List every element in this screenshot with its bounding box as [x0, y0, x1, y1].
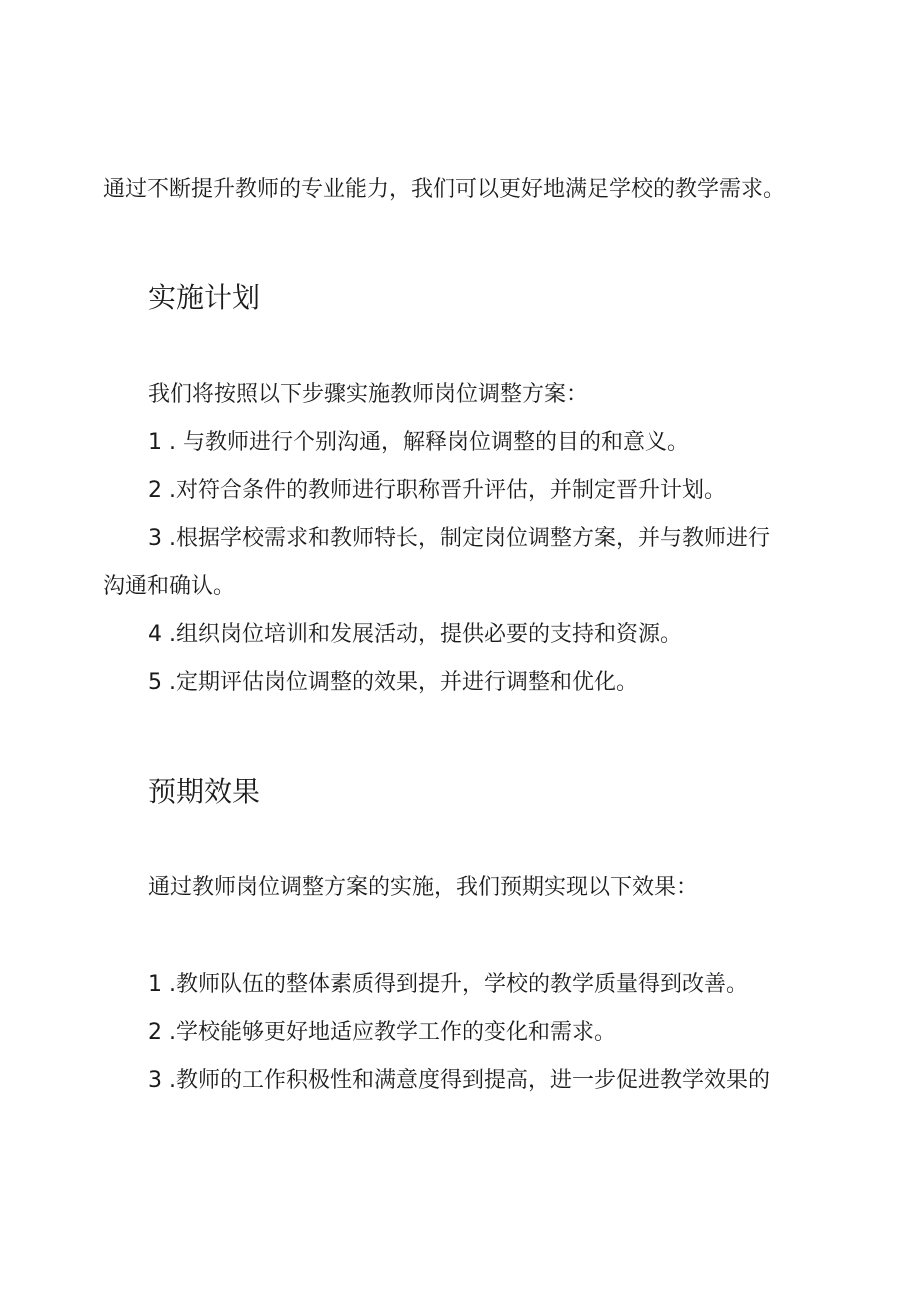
outcomes-lead: 通过教师岗位调整方案的实施，我们预期实现以下效果：: [148, 875, 699, 900]
implementation-heading: 实施计划: [148, 281, 261, 314]
implementation-lead: 我们将按照以下步骤实施教师岗位调整方案：: [148, 382, 589, 407]
implementation-step-5: 5 .定期评估岗位调整的效果，并进行调整和优化。: [148, 670, 638, 695]
implementation-step-4: 4 .组织岗位培训和发展活动，提供必要的支持和资源。: [148, 622, 682, 647]
outcome-item-1: 1 .教师队伍的整体素质得到提升，学校的教学质量得到改善。: [148, 972, 748, 997]
implementation-step-3-continued: 沟通和确认。: [103, 574, 236, 599]
outcome-item-3: 3 .教师的工作积极性和满意度得到提高，进一步促进教学效果的: [148, 1068, 770, 1093]
intro-paragraph: 通过不断提升教师的专业能力，我们可以更好地满足学校的教学需求。: [103, 177, 786, 202]
implementation-step-3: 3 .根据学校需求和教师特长，制定岗位调整方案，并与教师进行: [148, 526, 770, 551]
outcomes-heading: 预期效果: [148, 775, 261, 808]
outcome-item-2: 2 .学校能够更好地适应教学工作的变化和需求。: [148, 1020, 616, 1045]
implementation-step-2: 2 .对符合条件的教师进行职称晋升评估，并制定晋升计划。: [148, 478, 726, 503]
implementation-step-1: 1 . 与教师进行个别沟通，解释岗位调整的目的和意义。: [148, 430, 689, 455]
